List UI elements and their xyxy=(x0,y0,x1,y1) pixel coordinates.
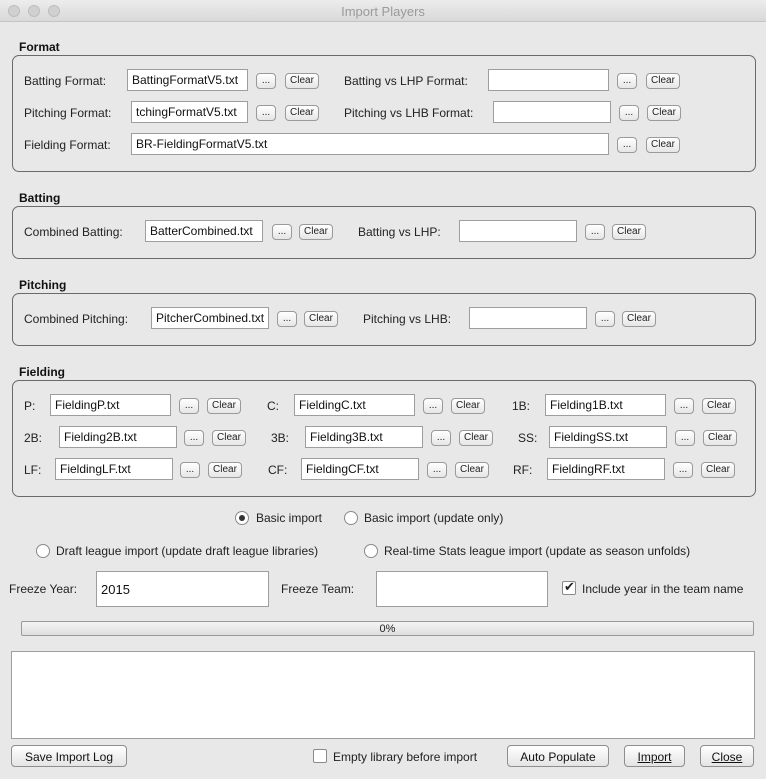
save-import-log-button[interactable]: Save Import Log xyxy=(11,745,127,767)
batting-lhp-format-label: Batting vs LHP Format: xyxy=(344,74,468,88)
basic-import-update-label[interactable]: Basic import (update only) xyxy=(364,511,504,525)
fielding-ss-browse-button[interactable]: ... xyxy=(675,430,695,446)
pitching-format-clear-button[interactable]: Clear xyxy=(285,105,319,121)
fielding-c-label: C: xyxy=(267,399,279,413)
fielding-3b-field[interactable]: Fielding3B.txt xyxy=(305,426,423,448)
format-section-title: Format xyxy=(19,40,60,54)
close-button[interactable]: Close xyxy=(700,745,754,767)
import-log-area[interactable] xyxy=(11,651,755,739)
empty-library-label[interactable]: Empty library before import xyxy=(333,750,478,764)
fielding-c-clear-button[interactable]: Clear xyxy=(451,398,485,414)
combined-pitching-clear-button[interactable]: Clear xyxy=(304,311,338,327)
fielding-section-title: Fielding xyxy=(19,365,65,379)
pitching-lhb-format-field[interactable] xyxy=(493,101,611,123)
checkmark-icon: ✔ xyxy=(564,579,575,594)
batting-format-browse-button[interactable]: ... xyxy=(256,73,276,89)
fielding-cf-browse-button[interactable]: ... xyxy=(427,462,447,478)
batting-section-title: Batting xyxy=(19,191,61,205)
fielding-p-label: P: xyxy=(24,399,36,413)
batting-vs-lhp-browse-button[interactable]: ... xyxy=(585,224,605,240)
batting-lhp-format-clear-button[interactable]: Clear xyxy=(646,73,680,89)
fielding-format-label: Fielding Format: xyxy=(24,138,111,152)
import-button[interactable]: Import xyxy=(624,745,685,767)
window-title: Import Players xyxy=(341,4,425,19)
combined-batting-field[interactable]: BatterCombined.txt xyxy=(145,220,263,242)
fielding-p-clear-button[interactable]: Clear xyxy=(207,398,241,414)
basic-import-update-radio[interactable] xyxy=(344,511,358,525)
batting-vs-lhp-field[interactable] xyxy=(459,220,577,242)
pitching-vs-lhb-label: Pitching vs LHB: xyxy=(363,312,452,326)
fielding-1b-clear-button[interactable]: Clear xyxy=(702,398,736,414)
fielding-format-browse-button[interactable]: ... xyxy=(617,137,637,153)
combined-batting-browse-button[interactable]: ... xyxy=(272,224,292,240)
freeze-team-label: Freeze Team: xyxy=(281,582,355,596)
fielding-format-field[interactable]: BR-FieldingFormatV5.txt xyxy=(131,133,609,155)
freeze-year-label: Freeze Year: xyxy=(9,582,78,596)
fielding-rf-field[interactable]: FieldingRF.txt xyxy=(547,458,665,480)
pitching-vs-lhb-clear-button[interactable]: Clear xyxy=(622,311,656,327)
include-year-label[interactable]: Include year in the team name xyxy=(582,582,744,596)
basic-import-radio[interactable] xyxy=(235,511,249,525)
batting-format-clear-button[interactable]: Clear xyxy=(285,73,319,89)
fielding-rf-label: RF: xyxy=(513,463,533,477)
draft-league-import-label[interactable]: Draft league import (update draft league libraries) xyxy=(56,544,319,558)
realtime-league-import-radio[interactable] xyxy=(364,544,378,558)
batting-vs-lhp-label: Batting vs LHP: xyxy=(358,225,441,239)
combined-batting-label: Combined Batting: xyxy=(24,225,123,239)
fielding-lf-clear-button[interactable]: Clear xyxy=(208,462,242,478)
fielding-2b-clear-button[interactable]: Clear xyxy=(212,430,246,446)
fielding-1b-label: 1B: xyxy=(512,399,531,413)
pitching-format-field[interactable]: tchingFormatV5.txt xyxy=(131,101,248,123)
fielding-2b-field[interactable]: Fielding2B.txt xyxy=(59,426,177,448)
fielding-rf-browse-button[interactable]: ... xyxy=(673,462,693,478)
pitching-lhb-format-browse-button[interactable]: ... xyxy=(619,105,639,121)
fielding-cf-clear-button[interactable]: Clear xyxy=(455,462,489,478)
batting-vs-lhp-clear-button[interactable]: Clear xyxy=(612,224,646,240)
combined-batting-clear-button[interactable]: Clear xyxy=(299,224,333,240)
fielding-ss-label: SS: xyxy=(518,431,538,445)
batting-lhp-format-field[interactable] xyxy=(488,69,609,91)
fielding-c-browse-button[interactable]: ... xyxy=(423,398,443,414)
fielding-3b-label: 3B: xyxy=(271,431,290,445)
fielding-3b-browse-button[interactable]: ... xyxy=(431,430,451,446)
pitching-section-title: Pitching xyxy=(19,278,67,292)
basic-import-label[interactable]: Basic import xyxy=(256,511,323,525)
fielding-3b-clear-button[interactable]: Clear xyxy=(459,430,493,446)
fielding-cf-label: CF: xyxy=(268,463,288,477)
fielding-lf-browse-button[interactable]: ... xyxy=(180,462,200,478)
pitching-lhb-format-clear-button[interactable]: Clear xyxy=(647,105,681,121)
fielding-rf-clear-button[interactable]: Clear xyxy=(701,462,735,478)
fielding-lf-label: LF: xyxy=(24,463,42,477)
fielding-cf-field[interactable]: FieldingCF.txt xyxy=(301,458,419,480)
batting-lhp-format-browse-button[interactable]: ... xyxy=(617,73,637,89)
fielding-1b-field[interactable]: Fielding1B.txt xyxy=(545,394,666,416)
draft-league-import-radio[interactable] xyxy=(36,544,50,558)
realtime-league-import-label[interactable]: Real-time Stats league import (update as season unfolds) xyxy=(384,544,691,558)
batting-format-label: Batting Format: xyxy=(24,74,107,88)
empty-library-checkbox[interactable] xyxy=(313,749,327,763)
pitching-vs-lhb-field[interactable] xyxy=(469,307,587,329)
batting-format-field[interactable]: BattingFormatV5.txt xyxy=(127,69,248,91)
fielding-2b-browse-button[interactable]: ... xyxy=(184,430,204,446)
freeze-team-field[interactable] xyxy=(376,571,548,607)
progress-percent-text: 0% xyxy=(379,623,396,635)
pitching-vs-lhb-browse-button[interactable]: ... xyxy=(595,311,615,327)
pitching-format-label: Pitching Format: xyxy=(24,106,112,120)
fielding-ss-field[interactable]: FieldingSS.txt xyxy=(549,426,667,448)
fielding-1b-browse-button[interactable]: ... xyxy=(674,398,694,414)
include-year-checkbox[interactable] xyxy=(562,581,576,595)
fielding-c-field[interactable]: FieldingC.txt xyxy=(294,394,415,416)
fielding-p-field[interactable]: FieldingP.txt xyxy=(50,394,171,416)
import-progress-bar xyxy=(21,621,754,636)
freeze-year-field[interactable]: 2015 xyxy=(96,571,269,607)
fielding-ss-clear-button[interactable]: Clear xyxy=(703,430,737,446)
fielding-2b-label: 2B: xyxy=(24,431,43,445)
combined-pitching-field[interactable]: PitcherCombined.txt xyxy=(151,307,269,329)
pitching-format-browse-button[interactable]: ... xyxy=(256,105,276,121)
fielding-p-browse-button[interactable]: ... xyxy=(179,398,199,414)
combined-pitching-label: Combined Pitching: xyxy=(24,312,129,326)
title-bar xyxy=(0,0,766,22)
auto-populate-button[interactable]: Auto Populate xyxy=(507,745,609,767)
pitching-lhb-format-label: Pitching vs LHB Format: xyxy=(344,106,474,120)
fielding-format-clear-button[interactable]: Clear xyxy=(646,137,680,153)
combined-pitching-browse-button[interactable]: ... xyxy=(277,311,297,327)
fielding-lf-field[interactable]: FieldingLF.txt xyxy=(55,458,173,480)
